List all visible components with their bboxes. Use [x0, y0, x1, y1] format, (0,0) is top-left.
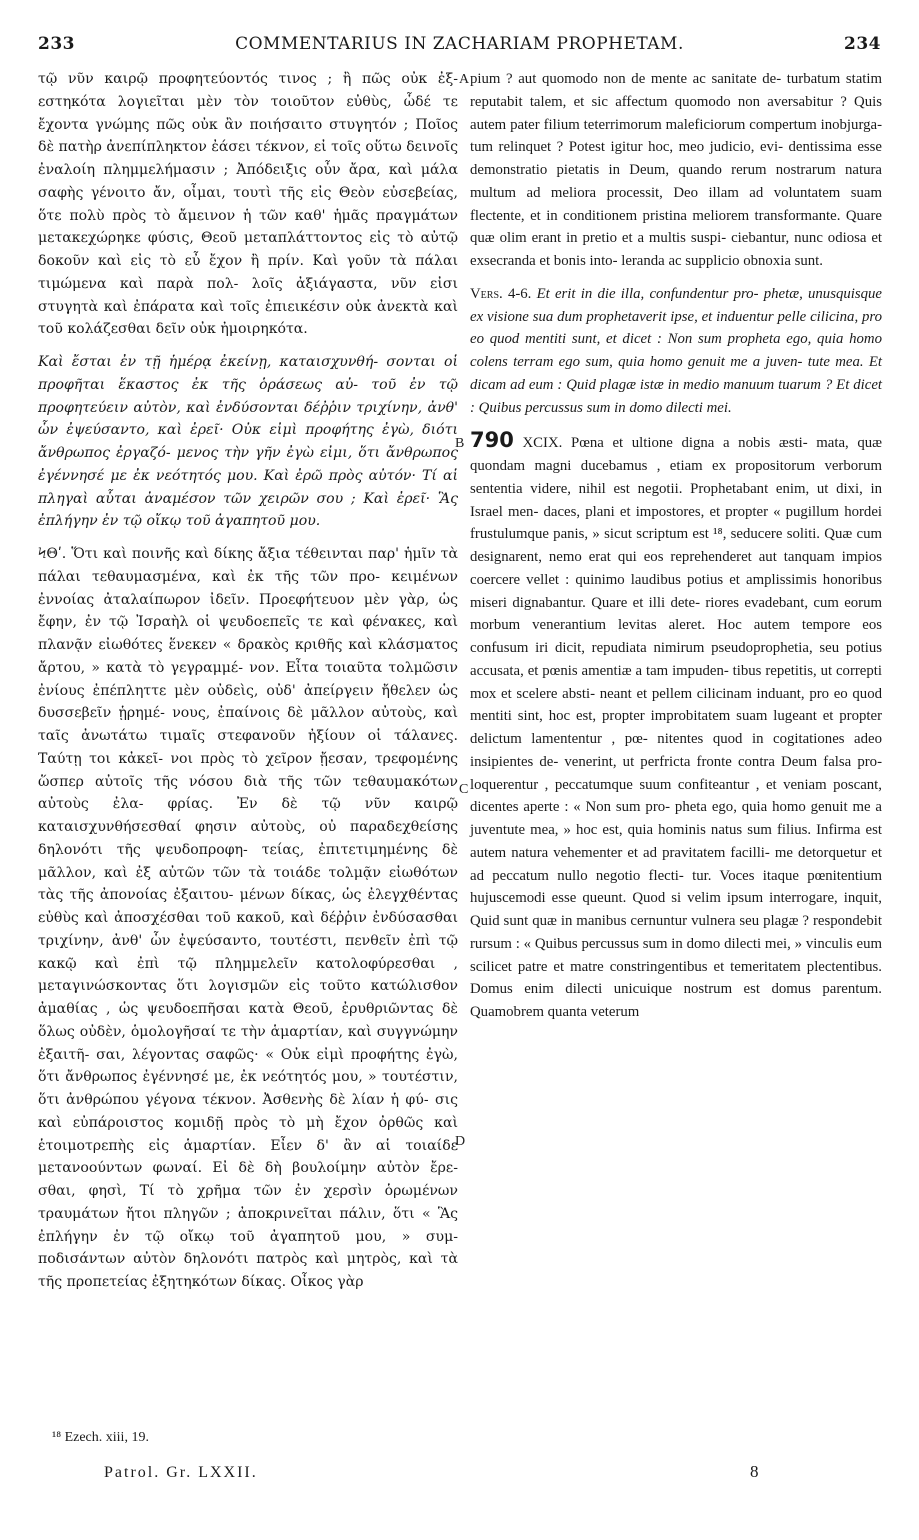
latin-paragraph-3 — [470, 429, 882, 1024]
greek-paragraph-1: τῷ νῦν καιρῷ προφητεύοντός τινος ; ἢ πῶς οὐκ ἐξ- εστηκότα λογιεῖται μὲν τὸν τοιοῦτον εὐθὺς, ὧδέ τε ἔχοντα γνώμης πῶς οὐκ ἂν ποιήσαιτο στυγητόν ; Ποῖος δὲ πατὴρ ἀνεπίπληκτον ἐάσει τέκνον, εἰ τοῖς οὕτω δεινοῖς ἐναλοίη πλημμελήμασιν ; Ἀπόδειξις οὖν ἄρα, καὶ μάλα σαφὴς γένοιτο ἄν, οἶμαι, τουτὶ τῆς εἰς Θεὸν εὐσεβείας, ὅτε πολὺ πρὸς τὸ ἄμεινον ἡ τῶν καθ' ἡμᾶς πραγμάτων μετακεχώρηκε φύσις, Θεοῦ μεταπλάττοντος εἰς τὸ αὐτῷ δοκοῦν καὶ εἰς τὸ εὖ ἔχον ἢ πρίν. Καὶ γοῦν τὰ πάλαι τιμώμενα καὶ παρὰ πολ- λοῖς ἀξιάγαστα, νῦν εἰσι στυγητὰ καὶ ἐπάρατα καὶ τοῖς ἐπιεικέσιν οὐκ ἀνεκτὰ καὶ τοῦ κολάζεσθαι δεῖν οὐκ ἠμοιρηκότα. — [38, 71, 458, 338]
footer-signature: 8 — [750, 1462, 759, 1481]
greek-column — [38, 68, 458, 1294]
margin-marker-b: B — [455, 436, 465, 451]
margin-marker-c: C — [459, 782, 469, 797]
footer-volume: Patrol. Gr. LXXII. — [104, 1464, 258, 1481]
greek-scripture-quote: Καὶ ἔσται ἐν τῇ ἡμέρᾳ ἐκείνῃ, καταισχυνθή- σονται οἱ προφῆται ἕκαστος ἐκ τῆς ὁράσεως αὐ- τοῦ ἐν τῷ προφητεύειν αὐτὸν, καὶ ἐνδύσονται δέῤῥιν τριχίνην, ἀνθ' ὧν ἐψεύσαντο, καὶ ἐρεῖ· Οὐκ εἰμὶ προφήτης ἐγὼ, διότι ἄνθρωπος ἐργαζό- μενος τὴν γῆν ἐγὼ εἰμι, ὅτι ἄνθρωπος ἐγέννησέ με ἐκ νεότητός μου. Καὶ ἐρῶ πρὸς αὐτόν· Τί αἱ πληγαὶ αὗται ἀναμέσον τῶν χειρῶν σου ; Καὶ ἐρεῖ· Ἃς ἐπλήγην ἐν τῷ οἴκῳ τοῦ ἀγαπητοῦ μου. — [38, 354, 458, 530]
greek-paragraph-3: ϞΘʹ. Ὅτι καὶ ποινῆς καὶ δίκης ἄξια τέθεινται παρ' ἡμῖν τὰ πάλαι τεθαυμασμένα, καὶ ἐκ τῆς τῶν προ- κειμένων ἐννοίας ἀταλαίπωρον ἰδεῖν. Προεφήτευον μὲν γὰρ, ὡς ἔφην, ἐν τῷ Ἰσραὴλ οἱ ψευδοεπεῖς τε καὶ φένακες, καὶ πλανᾷν εἰωθότες ἕνεκεν « δρακὸς κριθῆς καὶ κλάσματος ἄρτου, » κατὰ τὸ γεγραμμέ- νον. Εἶτα τοιαῦτα τολμῶσιν ἐνίους ἐπέπληττε μὲν οὐδεὶς, οὐδ' ἀπείργειν ἤθελεν ὡς δυσσεβεῖν ᾑρημέ- νους, ἐπαίνοις δὲ μᾶλλον αὐτοὺς, καὶ ταῖς ἀνωτάτω τιμαῖς στεφανοῦν ἠξίουν οἱ τάλανες. Ταύτῃ τοι κἀκεῖ- νοι πρὸς τὸ χεῖρον ᾔεσαν, τρεφομένης ὥσπερ αὐτοῖς τῆς νόσου διὰ τῆς τῶν τεθαυμακότων αὐτοὺς ἐλα- φρίας. Ἐν δὲ τῷ νῦν καιρῷ καταισχυνθήσεσθαί φησιν αὐτοὺς, οὐ παραδεχθείσης δηλονότι τῆς ψευδοπροφη- τείας, ἐπιτετιμημένης δὲ μᾶλλον, καὶ ἐξ αὐτῶν τῶν τὰ τοιάδε τολμᾷν εἰωθότων τὰς τῆς ἀπονοίας ἐξαιτου- μένων δίκας, ὡς ἐλεγχθέντας εὐθὺς καὶ ἀποσχέσθαι τοῦ κακοῦ, καὶ δέῤῥιν ἐνδύσασθαι τριχίνην, ἀνθ' ὧν ἐψεύσαντο, τουτέστι, πενθεῖν ἐπὶ τῷ κακῷ καὶ ἐπὶ τῷ πλημμελεῖν κατολοφύρεσθαι , μεταγινώσκοντας ὅτι λογισμῶν εἰς τοῦτο κατώλισθον ἀμαθίας , ὡς ψευδοεπῆσαι κατὰ Θεοῦ, ἐρυθριῶντας δὲ ὅλως οὐδὲν, ὁμολογῆσαί τε τὴν ἁμαρτίαν, καὶ συγγνώμην ἐξαιτῆ- σαι, λέγοντας σαφῶς· « Οὐκ εἰμὶ προφήτης ἐγὼ, ὅτι ἄνθρωπος ἐγέννησέ με, ἐκ νεότητός μου, » τουτέστιν, ὅτι ἀνθρώπου γέγονα τέκνον. Ἀσθενὴς δὲ λίαν ἡ φύ- σις καὶ εὐπάροιστος κομιδῇ πρὸς τὸ μὴ ἔχον ὀρθῶς καὶ ἑτοιμοτρεπὴς εἰς ἁμαρτίαν. Εἶεν δ' ἂν αἱ τοιαίδε μετανοούντων φωναί. Εἰ δὲ δὴ βουλοίμην αὐτὸν ἔρε- σθαι, φησὶ, Τί τὸ χρῆμα τῶν ἐν χερσὶν ὁρωμένων τραυμάτων ἤτοι πληγῶν ; ἀποκρινεῖται πάλιν, ὅτι « Ἃς ἐπλήγην ἐν τῷ οἴκῳ τοῦ ἀγαπητοῦ μου, » συμ- ποδισάντων αὐτὸν δηλονότι πατρὸς καὶ μητρὸς, καὶ τὰ τῆς προπετείας ἐξητηκότων δίκας. Οἶκος γὰρ — [38, 546, 458, 1290]
margin-marker-a: A — [459, 72, 470, 87]
latin-paragraph-3-text: Pœna et ultione digna a nobis æsti- mata, quæ quondam magni ducebamus , etiam ex propositorum verborum sententia videre, nihil est negotii. Prophetabant enim, ut dixi, in Israel men- daces, plani et impostores, et propter « pugillum hordei frustulumque panis, » sicut scriptum est ¹⁸, seducere soliti. Quæ cum designarent, nemo erat qui eos reprehenderet aut tanquam impios coercere vellet : quinimo laudibus potius et amplissimis honoribus miseri dignabantur. Quare et illi dete- riores evadebant, cum eorum morbum venerantium levitas aleret. Hoc autem tempore eos confusum iri dicit, repudiata nimirum pseudoprophetia, seu potius accusata, et pœnis amentiæ a tam impuden- tibus repetitis, ut correpti mox et scelere absti- neant et pellem cilicinam induant, pro eo quod mentiti sint, hoc est, propter improbitatem suam lugeant et propter delictum lamententur , pœ- nitentes quod in cogitationes adeo insipientes de- venerint, ut perfricta fronte contra Deum falsa pro- loquerentur , peccatumque suum confiteantur , et veniam poscant, dicentes aperte : « Non sum pro- pheta ego, quia homo genuit me a juventute mea, » hoc est, quia hominis natus sum filius. Infirma est autem natura vehementer et ad pravitatem facilli- me detorquetur et ad peccatum nullo negotio flecti- tur. Voces itaque pœnitentium hujuscemodi esse queunt. Quod si velim ipsum interrogare, inquit, Quid sunt quæ in manibus cernuntur vulnera seu plagæ ? respondebit rursum : « Quibus percussus sum in domo dilecti mei, » vinculis eum scilicet patre et matre constringentibus et temeritatem plectentibus. Domus enim dilecti unicuique nostrum est domus parentum. Quamobrem quanta veterum — [470, 435, 882, 1020]
latin-paragraph-1: pium ? aut quomodo non de mente ac sanitate de- turbatum statim reputabit talem, et sic affectum quomodo non aversabitur ? Quis autem pater filium teterrimorum maleficiorum compertum inobjurga- tum relinquet ? Potest igitur hoc, meo judicio, evi- dentissima esse demonstratio pietatis in Deum, quando rerum nostrarum natura multum ad meliora processit, Deo illam ad voluntatem suam flectente, et in conditionem pristina meliorem transformante. Quare quæ olim erant in pretio et a multis suspi- ciebantur, nunc odiosa et exsecranda et bonis into- leranda ac supplicio obnoxia sunt. — [470, 71, 882, 269]
footnote: ¹⁸ Ezech. xiii, 19. — [52, 1430, 149, 1445]
section-number: 790 — [470, 428, 514, 453]
running-title: COMMENTARIUS IN ZACHARIAM PROPHETAM. — [235, 34, 684, 54]
latin-scripture-quote: Et erit in die illa, confundentur pro- phetæ, unusquisque ex visione sua dum prophetaverit ipse, et induentur pelle cilicina, pro eo quod mentiti sunt, et dicet : Non sum propheta ego, quia homo colens terram ego sum, quia homo genuit me a juven- tute mea. Et dicam ad eum : Quid plagæ istæ in medio manuum tuarum ? Et dicet : Quibus percussus sum in domo dilecti mei. — [470, 285, 882, 416]
latin-column — [470, 68, 882, 1024]
section-label: XCIX. — [522, 435, 563, 452]
running-header — [38, 34, 881, 62]
latin-verse-block — [470, 283, 882, 420]
page-number-left: 233 — [38, 34, 75, 54]
page-number-right: 234 — [844, 34, 881, 54]
verse-label: Vers. 4-6. — [470, 285, 532, 302]
margin-marker-d: D — [455, 1134, 466, 1149]
